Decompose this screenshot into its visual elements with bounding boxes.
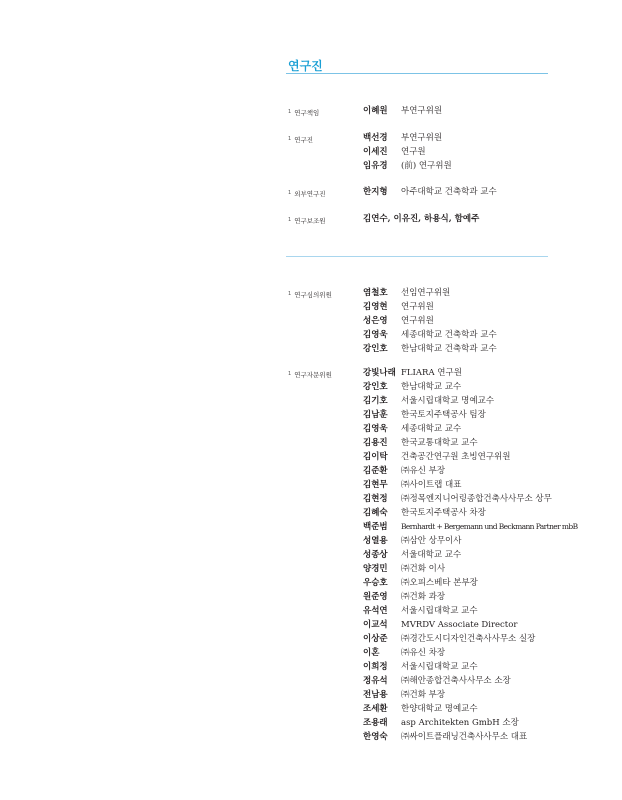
member-affiliation: 한남대학교 건축학과 교수 [401, 344, 497, 354]
member-affiliation: ㈜사이트랩 대표 [401, 480, 462, 490]
member-name: 조세환 [363, 704, 388, 714]
member-affiliation: 선임연구위원 [401, 288, 451, 298]
bullet-marker: 1 [288, 217, 292, 223]
member-name: 강인호 [363, 382, 388, 392]
section-label [288, 135, 313, 144]
member-affiliation: 세종대학교 건축학과 교수 [401, 330, 497, 340]
member-row [363, 145, 452, 159]
member-name: 김혜숙 [363, 508, 388, 518]
member-list [363, 131, 452, 173]
member-row [363, 159, 452, 173]
member-name: 김영욱 [363, 330, 388, 340]
member-row [363, 104, 442, 118]
page-title: 연구진 [288, 59, 323, 73]
member-row [363, 562, 578, 576]
section-label-text: 연구자문위원 [294, 371, 332, 379]
member-affiliation: 연구위원 [401, 316, 434, 326]
member-row [363, 674, 578, 688]
member-affiliation: ㈜삼안 상무이사 [401, 536, 462, 546]
member-row [363, 314, 497, 328]
member-name: 이혜원 [363, 106, 388, 116]
member-row [363, 478, 578, 492]
member-row [363, 730, 578, 744]
member-name: 유석연 [363, 606, 388, 616]
member-name: 강인호 [363, 344, 388, 354]
member-row [363, 212, 479, 226]
member-row [363, 618, 578, 632]
member-name: 김기호 [363, 396, 388, 406]
member-row [363, 702, 578, 716]
bullet-marker: 1 [288, 371, 292, 377]
member-affiliation: ㈜유신 차장 [401, 648, 446, 658]
member-name: 염철호 [363, 288, 388, 298]
member-row [363, 300, 497, 314]
member-affiliation: ㈜해안종합건축사사무소 소장 [401, 676, 511, 686]
member-row [363, 632, 578, 646]
member-row [363, 660, 578, 674]
member-list [363, 212, 479, 226]
member-name: 임유경 [363, 161, 388, 171]
member-name: 성종상 [363, 550, 388, 560]
section-label-text: 연구보조원 [294, 217, 326, 225]
member-affiliation: 서울시립대학교 교수 [401, 606, 478, 616]
member-affiliation: 한국토지주택공사 팀장 [401, 410, 486, 420]
member-list [363, 104, 442, 118]
section-label [288, 370, 332, 379]
member-name: 김준환 [363, 466, 388, 476]
member-row [363, 328, 497, 342]
member-name: 한영숙 [363, 732, 388, 742]
member-row [363, 688, 578, 702]
member-affiliation: MVRDV Associate Director [401, 620, 518, 630]
member-row [363, 520, 578, 534]
member-row [363, 534, 578, 548]
member-affiliation: 서울시립대학교 교수 [401, 662, 478, 672]
member-name: 이교석 [363, 620, 388, 630]
member-list [363, 286, 497, 356]
member-name: 양경민 [363, 564, 388, 574]
member-affiliation: 서울시립대학교 명예교수 [401, 396, 495, 406]
bullet-marker: 1 [288, 291, 292, 297]
member-row [363, 450, 578, 464]
member-affiliation: 세종대학교 교수 [401, 424, 462, 434]
member-affiliation: ㈜건화 이사 [401, 564, 446, 574]
member-affiliation: ㈜건화 부장 [401, 690, 446, 700]
member-row [363, 590, 578, 604]
member-name: 김현정 [363, 494, 388, 504]
member-row [363, 342, 497, 356]
member-name: 원준영 [363, 592, 388, 602]
member-row [363, 436, 578, 450]
member-list [363, 366, 578, 744]
member-affiliation: ㈜오피스베타 본부장 [401, 578, 478, 588]
member-name: 성열용 [363, 536, 388, 546]
member-row [363, 366, 578, 380]
member-name: 정유석 [363, 676, 388, 686]
member-affiliation: 한남대학교 교수 [401, 382, 462, 392]
member-row [363, 604, 578, 618]
member-name: 김이탁 [363, 452, 388, 462]
member-row [363, 464, 578, 478]
member-name: 조용래 [363, 718, 388, 728]
member-row [363, 408, 578, 422]
member-affiliation: 연구원 [401, 147, 426, 157]
member-name: 전남용 [363, 690, 388, 700]
member-name: 이혼 [363, 648, 380, 658]
section-label [288, 216, 326, 225]
member-name: 강빛나래 [363, 368, 396, 378]
member-row [363, 185, 497, 199]
section-label-text: 연구진 [294, 136, 314, 144]
member-list [363, 185, 497, 199]
member-affiliation: 연구위원 [401, 302, 434, 312]
member-name: 우승호 [363, 578, 388, 588]
member-name: 김남훈 [363, 410, 388, 420]
member-row [363, 492, 578, 506]
member-affiliation: 한국교통대학교 교수 [401, 438, 478, 448]
member-row [363, 716, 578, 730]
member-affiliation: ㈜경간도시디자인건축사사무소 실장 [401, 634, 536, 644]
section-divider [286, 256, 548, 257]
member-affiliation: 부연구위원 [401, 133, 443, 143]
member-row [363, 394, 578, 408]
section-label [288, 189, 326, 198]
member-row [363, 131, 452, 145]
member-affiliation: 아주대학교 건축학과 교수 [401, 187, 497, 197]
bullet-marker: 1 [288, 136, 292, 142]
member-affiliation: 건축공간연구원 초빙연구위원 [401, 452, 511, 462]
member-name: 한지형 [363, 187, 388, 197]
member-name: 김영욱 [363, 424, 388, 434]
section-label [288, 108, 319, 117]
member-affiliation: ㈜싸이트플래닝건축사사무소 대표 [401, 732, 528, 742]
member-affiliation: 한국토지주택공사 차장 [401, 508, 486, 518]
member-affiliation: ㈜건화 과장 [401, 592, 446, 602]
section-label [288, 290, 332, 299]
member-row [363, 506, 578, 520]
member-affiliation: 부연구위원 [401, 106, 443, 116]
member-name: 백선경 [363, 133, 388, 143]
member-row [363, 646, 578, 660]
member-affiliation: Bernhardt + Bergemann und Beckmann Partner mbB [401, 522, 578, 531]
section-label-text: 연구심의위원 [294, 291, 332, 299]
member-affiliation: 한양대학교 명예교수 [401, 704, 478, 714]
member-affiliation: ㈜유신 부장 [401, 466, 446, 476]
member-affiliation: 서울대학교 교수 [401, 550, 462, 560]
title-divider [286, 73, 548, 74]
member-name: 성은영 [363, 316, 388, 326]
member-name: 김연수, 이유진, 하용식, 함예주 [363, 214, 480, 224]
bullet-marker: 1 [288, 190, 292, 196]
member-row [363, 548, 578, 562]
member-name: 김현무 [363, 480, 388, 490]
member-row [363, 380, 578, 394]
section-label-text: 외부연구진 [294, 190, 326, 198]
member-row [363, 286, 497, 300]
member-row [363, 422, 578, 436]
member-affiliation: ㈜정목엔지니어링종합건축사사무소 상무 [401, 494, 552, 504]
member-name: 김영현 [363, 302, 388, 312]
section-label-text: 연구책임 [294, 109, 320, 117]
member-row [363, 576, 578, 590]
member-name: 이세진 [363, 147, 388, 157]
member-affiliation: (前) 연구위원 [401, 161, 452, 171]
member-name: 이상준 [363, 634, 388, 644]
member-name: 김용진 [363, 438, 388, 448]
bullet-marker: 1 [288, 109, 292, 115]
member-name: 백준범 [363, 522, 388, 532]
member-affiliation: asp Architekten GmbH 소장 [401, 718, 519, 728]
member-affiliation: FLIARA 연구원 [401, 368, 462, 378]
member-name: 이희정 [363, 662, 388, 672]
